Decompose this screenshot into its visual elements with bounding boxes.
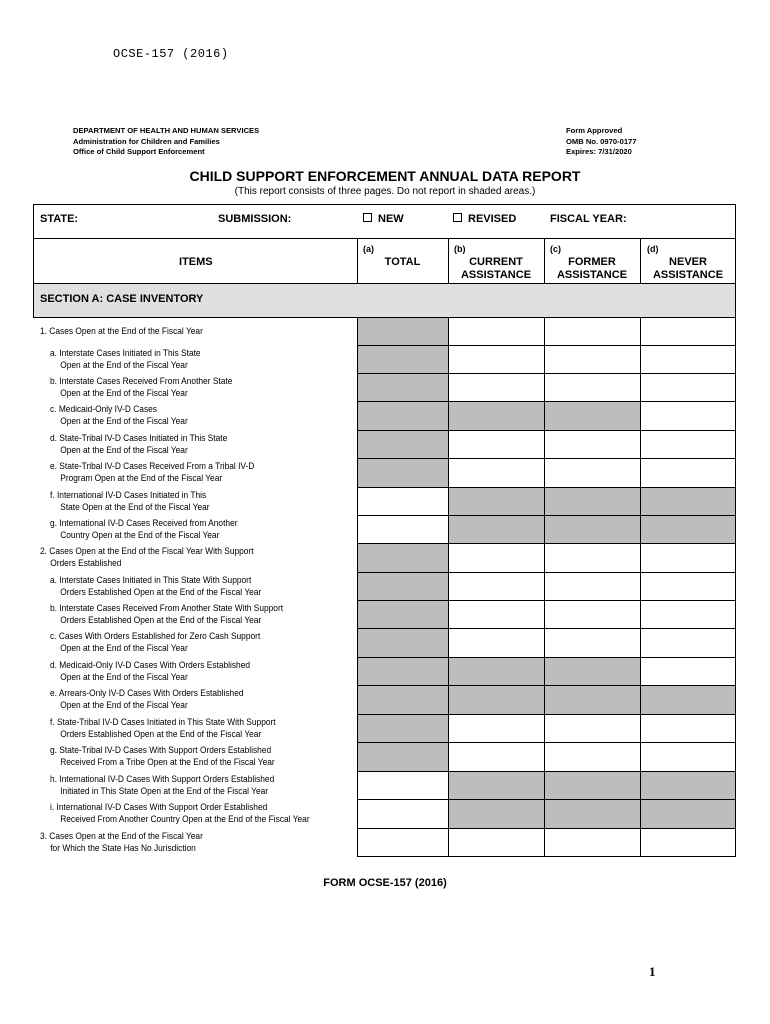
table-row-label [50,659,349,684]
shaded-cell [357,657,448,685]
header-divider [33,238,736,239]
shaded-cell [640,771,736,799]
row-divider [357,600,736,601]
column-header-bottom [33,283,736,284]
footer-form-label: FORM OCSE-157 (2016) [323,877,447,889]
column-b-header-line: CURRENT [469,256,523,268]
column-d-tag: (d) [647,244,659,254]
shaded-cell [357,628,448,657]
section-left-border [33,283,34,317]
column-c-header-line: ASSISTANCE [556,269,628,281]
row-label-line: Orders Established Open at the End of the Fiscal Year [60,587,262,598]
section-right-border [735,283,736,317]
table-row-label [50,687,349,712]
row-label-line: Open at the End of the Fiscal Year [60,643,188,654]
shaded-cell [640,515,736,543]
shaded-cell [357,345,448,373]
shaded-cell [357,543,448,572]
column-c-header [544,256,640,282]
agency-line: Office of Child Support Enforcement [73,147,205,156]
row-label-line: a. Interstate Cases Initiated in This State [50,348,201,358]
shaded-cell [448,401,544,430]
table-row-label [50,460,349,485]
column-divider [357,317,358,856]
table-row-label [50,489,349,514]
shaded-cell [448,685,544,714]
row-label-line: for Which the State Has No Jurisdiction [50,843,196,854]
column-d-header-line: NEVER [669,256,707,268]
row-label-line: d. State-Tribal IV-D Cases Initiated in This State [50,433,228,443]
row-divider [357,401,736,402]
table-row-label [50,375,349,400]
row-label-line: e. Arrears-Only IV-D Cases With Orders Established [50,688,244,698]
shaded-cell [357,714,448,742]
approval-line: Expires: 7/31/2020 [566,147,632,156]
shaded-cell [448,799,544,828]
shaded-cell [448,515,544,543]
row-label-line: a. Interstate Cases Initiated in This State With Support [50,575,252,585]
revised-label: REVISED [468,213,517,225]
row-label-line: State Open at the End of the Fiscal Year [60,502,210,513]
row-label-line: g. International IV-D Cases Received from Another [50,518,238,528]
table-row-label [40,545,339,570]
row-label-line: Received From Another Country Open at the End of the Fiscal Year [60,814,310,825]
submission-revised-option[interactable] [453,213,516,225]
table-row-label [40,830,339,855]
shaded-cell [448,657,544,685]
form-code-top: OCSE-157 (2016) [113,47,229,61]
submission-label: SUBMISSION: [218,213,292,225]
row-divider [357,458,736,459]
fiscal-year-label: FISCAL YEAR: [550,213,627,225]
row-divider [357,714,736,715]
row-divider [357,487,736,488]
table-row-label [50,403,349,428]
table-row-label [50,716,349,741]
table-row-label [50,347,349,372]
row-label-line: f. International IV-D Cases Initiated in This [50,490,207,500]
row-label-line: b. Interstate Cases Received From Another State With Support [50,603,284,613]
row-divider [357,742,736,743]
row-label-line: Orders Established Open at the End of the Fiscal Year [60,729,262,740]
section-bottom [33,317,736,318]
column-divider [448,317,449,856]
table-row-label [50,574,349,599]
column-c-tag: (c) [550,244,561,254]
shaded-cell [544,401,640,430]
row-label-line: h. International IV-D Cases With Support Orders Established [50,774,275,784]
column-c-header-line: FORMER [568,256,616,268]
state-label: STATE: [40,213,79,225]
row-label-line: Open at the End of the Fiscal Year [60,416,188,427]
table-row-label [50,773,349,798]
shaded-cell [544,657,640,685]
row-label-line: 1. Cases Open at the End of the Fiscal Year [40,326,203,336]
row-label-line: Open at the End of the Fiscal Year [60,672,188,683]
items-column-header: ITEMS [179,256,213,268]
submission-new-option[interactable] [363,213,404,225]
page-number: 1 [649,964,656,979]
shaded-cell [544,685,640,714]
row-label-line: e. State-Tribal IV-D Cases Received From a Tribal IV-D [50,461,255,471]
row-label-line: Open at the End of the Fiscal Year [60,360,188,371]
omb-approval-block [566,126,636,158]
row-label-line: c. Medicaid-Only IV-D Cases [50,404,157,414]
shaded-cell [357,373,448,401]
shaded-cell [640,799,736,828]
row-label-line: 3. Cases Open at the End of the Fiscal Year [40,831,203,841]
shaded-cell [544,487,640,515]
column-divider [735,317,736,856]
shaded-cell [544,515,640,543]
shaded-cell [357,401,448,430]
table-row-label [50,602,349,627]
column-divider [544,317,545,856]
row-label-line: f. State-Tribal IV-D Cases Initiated in This State With Support [50,717,276,727]
shaded-cell [448,771,544,799]
agency-line: DEPARTMENT OF HEALTH AND HUMAN SERVICES [73,126,260,135]
column-b-header-line: ASSISTANCE [460,269,532,281]
table-top-border [33,204,736,205]
row-label-line: i. International IV-D Cases With Support Order Established [50,802,268,812]
agency-line: Administration for Children and Families [73,136,220,146]
table-row-label [50,630,349,655]
column-b-header [448,256,544,282]
row-divider [357,515,736,516]
row-divider [357,799,736,800]
row-divider [357,373,736,374]
column-a-header: TOTAL [384,256,421,268]
report-title: CHILD SUPPORT ENFORCEMENT ANNUAL DATA REPORT [189,168,581,184]
table-left-border [33,204,34,283]
row-divider [357,572,736,573]
revised-checkbox[interactable] [453,213,462,222]
table-row-label [50,517,349,542]
row-divider [357,657,736,658]
row-label-line: Country Open at the End of the Fiscal Year [60,530,220,541]
shaded-cell [357,458,448,487]
table-row-label [50,432,349,457]
row-label-line: Received From a Tribe Open at the End of the Fiscal Year [60,757,275,768]
table-row-label [40,325,339,337]
column-b-tag: (b) [454,244,466,254]
row-label-line: 2. Cases Open at the End of the Fiscal Year With Support [40,546,254,556]
shaded-cell [640,487,736,515]
table-row-label [50,744,349,769]
shaded-cell [448,487,544,515]
shaded-cell [357,317,448,345]
table-row-label [50,801,349,826]
row-divider [357,543,736,544]
report-table [33,204,736,857]
approval-line: Form Approved [566,126,623,135]
row-label-line: c. Cases With Orders Established for Zero Cash Support [50,631,261,641]
column-d-header [640,256,736,282]
section-a-heading: SECTION A: CASE INVENTORY [40,293,204,305]
row-label-line: d. Medicaid-Only IV-D Cases With Orders Established [50,660,251,670]
row-divider [357,771,736,772]
row-label-line: Program Open at the End of the Fiscal Year [60,473,223,484]
shaded-cell [357,685,448,714]
row-label-line: Open at the End of the Fiscal Year [60,445,188,456]
approval-line: OMB No. 0970-0177 [566,136,637,146]
row-label-line: Orders Established [50,558,122,569]
column-a-tag: (a) [363,244,374,254]
row-label-line: b. Interstate Cases Received From Another State [50,376,233,386]
row-divider [357,430,736,431]
shaded-cell [640,685,736,714]
agency-block [73,126,259,158]
shaded-cell [357,572,448,600]
row-divider [357,345,736,346]
shaded-cell [544,771,640,799]
shaded-cell [544,799,640,828]
new-label: NEW [378,213,404,225]
row-label-line: Orders Established Open at the End of the Fiscal Year [60,615,262,626]
shaded-cell [357,742,448,771]
row-label-line: Open at the End of the Fiscal Year [60,388,188,399]
table-bottom-border [357,856,736,857]
row-divider [357,685,736,686]
row-divider [357,828,736,829]
shaded-cell [357,430,448,458]
row-label-line: Initiated in This State Open at the End of the Fiscal Year [60,786,269,797]
new-checkbox[interactable] [363,213,372,222]
shaded-cell [357,600,448,628]
row-label-line: Open at the End of the Fiscal Year [60,700,188,711]
column-divider [640,317,641,856]
column-d-header-line: ASSISTANCE [652,269,724,281]
row-divider [357,628,736,629]
row-label-line: g. State-Tribal IV-D Cases With Support Orders Established [50,745,272,755]
report-subtitle: (This report consists of three pages. Do not report in shaded areas.) [234,186,536,197]
